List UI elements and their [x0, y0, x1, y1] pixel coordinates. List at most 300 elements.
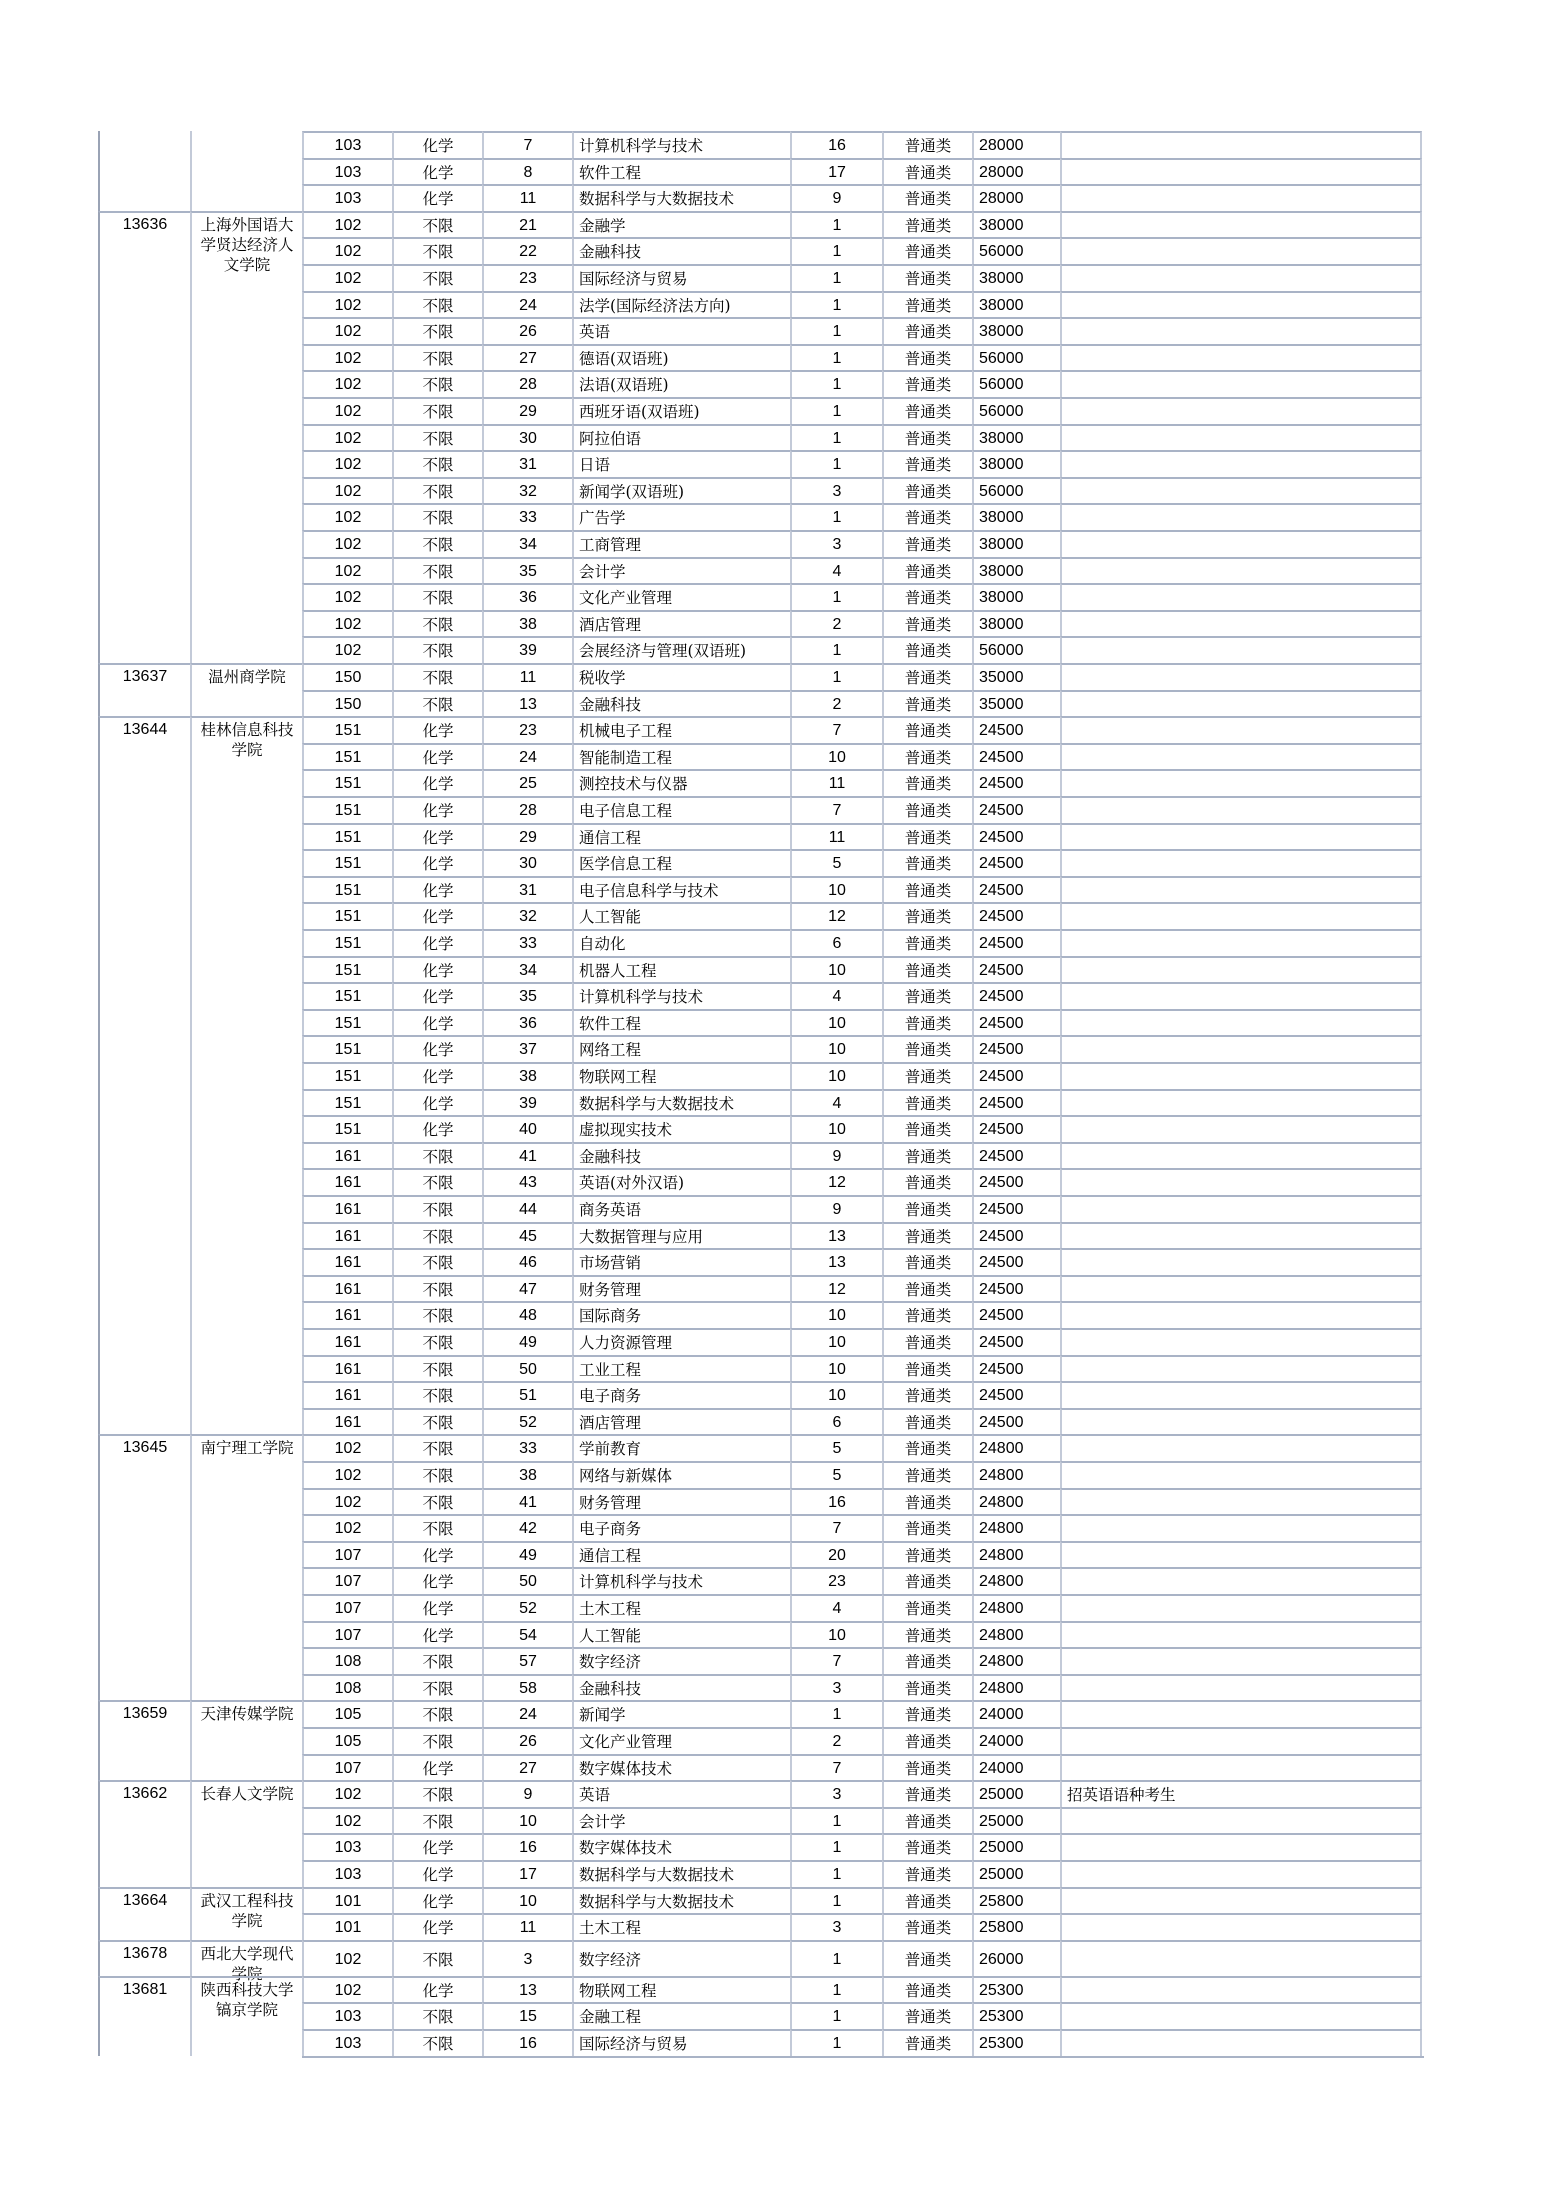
plan-count-cell: 1	[790, 1940, 882, 1976]
plan-count-cell: 3	[790, 1674, 882, 1701]
subject-requirement-cell: 化学	[392, 1009, 482, 1036]
subject-requirement-cell: 化学	[392, 876, 482, 903]
tuition-cell: 24800	[972, 1541, 1060, 1568]
remarks-cell	[1060, 1727, 1422, 1754]
remarks-cell	[1060, 2029, 1422, 2056]
tuition-cell: 24500	[972, 823, 1060, 850]
subject-requirement-cell: 化学	[392, 1594, 482, 1621]
category-cell: 普通类	[882, 1142, 972, 1169]
category-cell: 普通类	[882, 344, 972, 371]
major-code-cell: 8	[482, 158, 572, 185]
remarks-cell	[1060, 1248, 1422, 1275]
major-name-cell: 机器人工程	[572, 956, 790, 983]
group-code-cell: 102	[302, 1780, 392, 1807]
category-cell: 普通类	[882, 1089, 972, 1116]
major-name-cell: 数据科学与大数据技术	[572, 1887, 790, 1914]
subject-requirement-cell: 不限	[392, 663, 482, 690]
major-name-cell: 会计学	[572, 1807, 790, 1834]
category-cell: 普通类	[882, 1115, 972, 1142]
subject-requirement-cell: 不限	[392, 503, 482, 530]
school-group	[98, 716, 1422, 1434]
remarks-cell	[1060, 1195, 1422, 1222]
major-name-cell: 金融学	[572, 211, 790, 238]
tuition-cell: 24500	[972, 1035, 1060, 1062]
plan-count-cell: 1	[790, 450, 882, 477]
group-code-cell: 161	[302, 1168, 392, 1195]
table-row	[98, 663, 1422, 690]
plan-count-cell: 1	[790, 344, 882, 371]
major-name-cell: 法语(双语班)	[572, 370, 790, 397]
major-name-cell: 新闻学(双语班)	[572, 477, 790, 504]
plan-count-cell: 9	[790, 1142, 882, 1169]
major-name-cell: 金融工程	[572, 2002, 790, 2029]
major-name-cell: 数据科学与大数据技术	[572, 184, 790, 211]
major-name-cell: 计算机科学与技术	[572, 1567, 790, 1594]
tuition-cell: 28000	[972, 131, 1060, 158]
remarks-cell	[1060, 1594, 1422, 1621]
remarks-cell	[1060, 1833, 1422, 1860]
major-code-cell: 52	[482, 1408, 572, 1435]
plan-count-cell: 20	[790, 1541, 882, 1568]
group-code-cell: 103	[302, 2002, 392, 2029]
group-code-cell: 151	[302, 982, 392, 1009]
category-cell: 普通类	[882, 1807, 972, 1834]
remarks-cell	[1060, 557, 1422, 584]
tuition-cell: 25000	[972, 1780, 1060, 1807]
remarks-cell	[1060, 982, 1422, 1009]
major-name-cell: 商务英语	[572, 1195, 790, 1222]
group-code-cell: 107	[302, 1754, 392, 1781]
major-name-cell: 通信工程	[572, 823, 790, 850]
plan-count-cell: 10	[790, 1621, 882, 1648]
tuition-cell: 24500	[972, 1142, 1060, 1169]
category-cell: 普通类	[882, 1674, 972, 1701]
tuition-cell: 24800	[972, 1674, 1060, 1701]
table-row	[98, 1355, 1422, 1382]
category-cell: 普通类	[882, 237, 972, 264]
tuition-cell: 24500	[972, 849, 1060, 876]
remarks-cell	[1060, 876, 1422, 903]
category-cell: 普通类	[882, 1062, 972, 1089]
table-row	[98, 317, 1422, 344]
group-code-cell: 151	[302, 769, 392, 796]
school-name-cell: 温州商学院	[190, 663, 302, 716]
plan-count-cell: 1	[790, 264, 882, 291]
plan-count-cell: 7	[790, 1514, 882, 1541]
major-code-cell: 34	[482, 956, 572, 983]
major-code-cell: 33	[482, 503, 572, 530]
major-code-cell: 57	[482, 1647, 572, 1674]
tuition-cell: 24800	[972, 1488, 1060, 1515]
plan-count-cell: 1	[790, 2029, 882, 2056]
remarks-cell	[1060, 1674, 1422, 1701]
remarks-cell	[1060, 823, 1422, 850]
group-code-cell: 102	[302, 291, 392, 318]
tuition-cell: 24500	[972, 956, 1060, 983]
table-row	[98, 743, 1422, 770]
remarks-cell	[1060, 1168, 1422, 1195]
plan-count-cell: 7	[790, 1754, 882, 1781]
group-code-cell: 103	[302, 2029, 392, 2056]
category-cell: 普通类	[882, 1195, 972, 1222]
major-name-cell: 德语(双语班)	[572, 344, 790, 371]
group-code-cell: 102	[302, 1976, 392, 2003]
category-cell: 普通类	[882, 1381, 972, 1408]
major-name-cell: 电子商务	[572, 1381, 790, 1408]
subject-requirement-cell: 化学	[392, 1754, 482, 1781]
school-name-cell: 天津传媒学院	[190, 1700, 302, 1780]
subject-requirement-cell: 不限	[392, 1780, 482, 1807]
subject-requirement-cell: 不限	[392, 1301, 482, 1328]
major-name-cell: 软件工程	[572, 1009, 790, 1036]
group-code-cell: 161	[302, 1195, 392, 1222]
table-row	[98, 636, 1422, 663]
table-row	[98, 982, 1422, 1009]
major-code-cell: 36	[482, 583, 572, 610]
table-row	[98, 184, 1422, 211]
major-name-cell: 软件工程	[572, 158, 790, 185]
group-code-cell: 161	[302, 1328, 392, 1355]
major-name-cell: 数字媒体技术	[572, 1754, 790, 1781]
table-row	[98, 1567, 1422, 1594]
remarks-cell	[1060, 397, 1422, 424]
major-code-cell: 34	[482, 530, 572, 557]
tuition-cell: 24800	[972, 1567, 1060, 1594]
subject-requirement-cell: 不限	[392, 370, 482, 397]
plan-count-cell: 1	[790, 1807, 882, 1834]
subject-requirement-cell: 化学	[392, 1913, 482, 1940]
plan-count-cell: 5	[790, 849, 882, 876]
plan-count-cell: 9	[790, 184, 882, 211]
subject-requirement-cell: 不限	[392, 1381, 482, 1408]
tuition-cell: 24500	[972, 1408, 1060, 1435]
school-code-cell: 13636	[98, 211, 190, 663]
category-cell: 普通类	[882, 557, 972, 584]
tuition-cell: 24500	[972, 1275, 1060, 1302]
table-row	[98, 849, 1422, 876]
major-name-cell: 物联网工程	[572, 1976, 790, 2003]
category-cell: 普通类	[882, 1940, 972, 1976]
table-row	[98, 1408, 1422, 1435]
major-code-cell: 25	[482, 769, 572, 796]
plan-count-cell: 3	[790, 477, 882, 504]
major-code-cell: 35	[482, 557, 572, 584]
group-code-cell: 103	[302, 1860, 392, 1887]
table-row	[98, 1727, 1422, 1754]
category-cell: 普通类	[882, 450, 972, 477]
group-code-cell: 102	[302, 610, 392, 637]
tuition-cell: 24500	[972, 1248, 1060, 1275]
remarks-cell	[1060, 1860, 1422, 1887]
category-cell: 普通类	[882, 477, 972, 504]
tuition-cell: 28000	[972, 158, 1060, 185]
category-cell: 普通类	[882, 1408, 972, 1435]
major-name-cell: 文化产业管理	[572, 1727, 790, 1754]
major-code-cell: 36	[482, 1009, 572, 1036]
category-cell: 普通类	[882, 796, 972, 823]
category-cell: 普通类	[882, 1009, 972, 1036]
remarks-cell	[1060, 583, 1422, 610]
tuition-cell: 38000	[972, 503, 1060, 530]
major-name-cell: 电子信息科学与技术	[572, 876, 790, 903]
remarks-cell	[1060, 769, 1422, 796]
subject-requirement-cell: 不限	[392, 1807, 482, 1834]
school-group	[98, 1887, 1422, 1940]
major-code-cell: 28	[482, 796, 572, 823]
group-code-cell: 107	[302, 1567, 392, 1594]
tuition-cell: 24500	[972, 1115, 1060, 1142]
major-code-cell: 10	[482, 1887, 572, 1914]
major-name-cell: 人力资源管理	[572, 1328, 790, 1355]
major-code-cell: 31	[482, 450, 572, 477]
major-code-cell: 41	[482, 1142, 572, 1169]
table-row	[98, 530, 1422, 557]
plan-count-cell: 16	[790, 1488, 882, 1515]
tuition-cell: 24500	[972, 1168, 1060, 1195]
major-code-cell: 49	[482, 1328, 572, 1355]
remarks-cell	[1060, 1275, 1422, 1302]
subject-requirement-cell: 不限	[392, 583, 482, 610]
remarks-cell	[1060, 1621, 1422, 1648]
tuition-cell: 25800	[972, 1913, 1060, 1940]
school-name-cell: 西北大学现代学院	[190, 1940, 302, 1976]
tuition-cell: 24500	[972, 876, 1060, 903]
tuition-cell: 25300	[972, 1976, 1060, 2003]
plan-count-cell: 13	[790, 1248, 882, 1275]
group-code-cell: 102	[302, 1514, 392, 1541]
category-cell: 普通类	[882, 1275, 972, 1302]
major-name-cell: 英语	[572, 1780, 790, 1807]
tuition-cell: 56000	[972, 237, 1060, 264]
major-name-cell: 金融科技	[572, 1674, 790, 1701]
group-code-cell: 102	[302, 397, 392, 424]
plan-count-cell: 16	[790, 131, 882, 158]
table-row	[98, 956, 1422, 983]
category-cell: 普通类	[882, 1222, 972, 1249]
major-name-cell: 数字媒体技术	[572, 1833, 790, 1860]
major-code-cell: 52	[482, 1594, 572, 1621]
table-row	[98, 823, 1422, 850]
school-code-cell: 13659	[98, 1700, 190, 1780]
table-row	[98, 1168, 1422, 1195]
remarks-cell	[1060, 1976, 1422, 2003]
remarks-cell	[1060, 1408, 1422, 1435]
tuition-cell: 38000	[972, 450, 1060, 477]
subject-requirement-cell: 化学	[392, 1833, 482, 1860]
subject-requirement-cell: 不限	[392, 2029, 482, 2056]
category-cell: 普通类	[882, 1434, 972, 1461]
plan-count-cell: 1	[790, 1833, 882, 1860]
subject-requirement-cell: 不限	[392, 636, 482, 663]
tuition-cell: 38000	[972, 264, 1060, 291]
table-row	[98, 1860, 1422, 1887]
school-group	[98, 1940, 1422, 1983]
category-cell: 普通类	[882, 1860, 972, 1887]
major-code-cell: 39	[482, 636, 572, 663]
plan-count-cell: 2	[790, 690, 882, 717]
major-code-cell: 28	[482, 370, 572, 397]
table-row	[98, 583, 1422, 610]
subject-requirement-cell: 化学	[392, 796, 482, 823]
major-code-cell: 47	[482, 1275, 572, 1302]
remarks-cell	[1060, 663, 1422, 690]
subject-requirement-cell: 不限	[392, 1142, 482, 1169]
remarks-cell	[1060, 1142, 1422, 1169]
remarks-cell	[1060, 450, 1422, 477]
plan-count-cell: 6	[790, 1408, 882, 1435]
tuition-cell: 24500	[972, 716, 1060, 743]
plan-count-cell: 10	[790, 1009, 882, 1036]
category-cell: 普通类	[882, 823, 972, 850]
plan-count-cell: 10	[790, 1355, 882, 1382]
remarks-cell	[1060, 1647, 1422, 1674]
table-row	[98, 902, 1422, 929]
school-code-cell: 13637	[98, 663, 190, 716]
category-cell: 普通类	[882, 769, 972, 796]
plan-count-cell: 7	[790, 796, 882, 823]
subject-requirement-cell: 不限	[392, 1461, 482, 1488]
group-code-cell: 107	[302, 1594, 392, 1621]
tuition-cell: 24000	[972, 1727, 1060, 1754]
major-code-cell: 42	[482, 1514, 572, 1541]
plan-count-cell: 1	[790, 1887, 882, 1914]
major-name-cell: 税收学	[572, 663, 790, 690]
subject-requirement-cell: 化学	[392, 743, 482, 770]
tuition-cell: 56000	[972, 477, 1060, 504]
plan-count-cell: 5	[790, 1434, 882, 1461]
school-code-cell: 13644	[98, 716, 190, 1434]
plan-count-cell: 4	[790, 1594, 882, 1621]
subject-requirement-cell: 化学	[392, 1621, 482, 1648]
table-row	[98, 769, 1422, 796]
school-group	[98, 1976, 1422, 2056]
table-row	[98, 1142, 1422, 1169]
school-group	[98, 131, 1422, 211]
school-code-cell: 13645	[98, 1434, 190, 1700]
major-name-cell: 测控技术与仪器	[572, 769, 790, 796]
plan-count-cell: 1	[790, 583, 882, 610]
category-cell: 普通类	[882, 876, 972, 903]
subject-requirement-cell: 化学	[392, 823, 482, 850]
plan-count-cell: 1	[790, 237, 882, 264]
category-cell: 普通类	[882, 1514, 972, 1541]
major-name-cell: 数据科学与大数据技术	[572, 1860, 790, 1887]
group-code-cell: 103	[302, 1833, 392, 1860]
remarks-cell	[1060, 902, 1422, 929]
category-cell: 普通类	[882, 929, 972, 956]
table-row	[98, 610, 1422, 637]
category-cell: 普通类	[882, 158, 972, 185]
table-row	[98, 1621, 1422, 1648]
major-code-cell: 3	[482, 1940, 572, 1976]
plan-count-cell: 23	[790, 1567, 882, 1594]
tuition-cell: 28000	[972, 184, 1060, 211]
category-cell: 普通类	[882, 397, 972, 424]
major-name-cell: 计算机科学与技术	[572, 982, 790, 1009]
table-row	[98, 370, 1422, 397]
major-code-cell: 24	[482, 743, 572, 770]
remarks-cell	[1060, 743, 1422, 770]
plan-count-cell: 1	[790, 1860, 882, 1887]
category-cell: 普通类	[882, 1035, 972, 1062]
group-code-cell: 102	[302, 264, 392, 291]
major-code-cell: 44	[482, 1195, 572, 1222]
remarks-cell	[1060, 291, 1422, 318]
table-row	[98, 1976, 1422, 2003]
subject-requirement-cell: 不限	[392, 1168, 482, 1195]
category-cell: 普通类	[882, 1461, 972, 1488]
major-name-cell: 广告学	[572, 503, 790, 530]
major-code-cell: 24	[482, 1700, 572, 1727]
major-name-cell: 英语(对外汉语)	[572, 1168, 790, 1195]
major-code-cell: 45	[482, 1222, 572, 1249]
tuition-cell: 25000	[972, 1860, 1060, 1887]
group-code-cell: 103	[302, 158, 392, 185]
major-name-cell: 酒店管理	[572, 1408, 790, 1435]
remarks-cell	[1060, 1754, 1422, 1781]
major-name-cell: 工业工程	[572, 1355, 790, 1382]
group-code-cell: 102	[302, 1461, 392, 1488]
subject-requirement-cell: 不限	[392, 1275, 482, 1302]
table-row	[98, 1754, 1422, 1781]
remarks-cell	[1060, 131, 1422, 158]
group-code-cell: 102	[302, 1807, 392, 1834]
major-code-cell: 7	[482, 131, 572, 158]
subject-requirement-cell: 化学	[392, 184, 482, 211]
group-code-cell: 101	[302, 1887, 392, 1914]
major-code-cell: 50	[482, 1567, 572, 1594]
major-code-cell: 16	[482, 2029, 572, 2056]
table-row	[98, 796, 1422, 823]
table-row	[98, 1115, 1422, 1142]
major-name-cell: 金融科技	[572, 1142, 790, 1169]
group-code-cell: 102	[302, 583, 392, 610]
group-code-cell: 151	[302, 902, 392, 929]
remarks-cell	[1060, 1009, 1422, 1036]
major-name-cell: 数字经济	[572, 1940, 790, 1976]
category-cell: 普通类	[882, 610, 972, 637]
group-code-cell: 151	[302, 1062, 392, 1089]
subject-requirement-cell: 化学	[392, 849, 482, 876]
tuition-cell: 24500	[972, 1222, 1060, 1249]
subject-requirement-cell: 不限	[392, 1940, 482, 1976]
group-code-cell: 108	[302, 1674, 392, 1701]
table-row	[98, 716, 1422, 743]
plan-count-cell: 10	[790, 1301, 882, 1328]
group-code-cell: 105	[302, 1700, 392, 1727]
tuition-cell: 24500	[972, 1009, 1060, 1036]
group-code-cell: 151	[302, 956, 392, 983]
remarks-cell	[1060, 956, 1422, 983]
school-group	[98, 1700, 1422, 1780]
category-cell: 普通类	[882, 264, 972, 291]
table-row	[98, 424, 1422, 451]
group-code-cell: 161	[302, 1381, 392, 1408]
tuition-cell: 24500	[972, 1062, 1060, 1089]
subject-requirement-cell: 不限	[392, 211, 482, 238]
plan-count-cell: 9	[790, 1195, 882, 1222]
table-row	[98, 1248, 1422, 1275]
remarks-cell	[1060, 690, 1422, 717]
tuition-cell: 24500	[972, 1381, 1060, 1408]
tuition-cell: 24800	[972, 1647, 1060, 1674]
plan-count-cell: 11	[790, 769, 882, 796]
remarks-cell	[1060, 1940, 1422, 1976]
tuition-cell: 25000	[972, 1807, 1060, 1834]
major-code-cell: 51	[482, 1381, 572, 1408]
group-code-cell: 102	[302, 477, 392, 504]
plan-count-cell: 1	[790, 424, 882, 451]
